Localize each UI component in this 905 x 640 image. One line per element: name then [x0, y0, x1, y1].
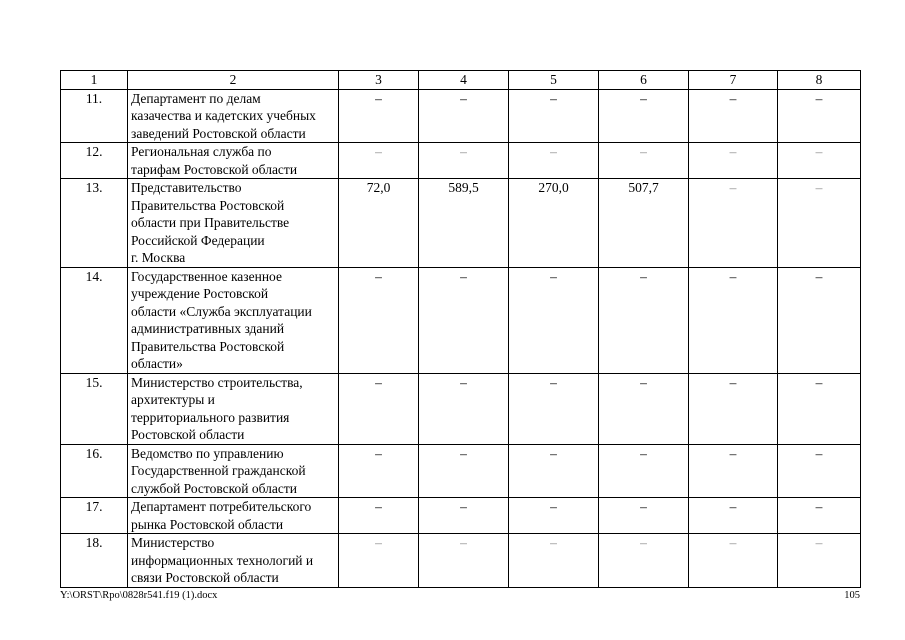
organization-name-line: Ведомство по управлению: [131, 445, 284, 461]
value-cell-col-6: –: [599, 89, 689, 143]
value-cell-col-7: –: [689, 143, 778, 179]
row-number: 17.: [61, 498, 128, 534]
organization-name: [128, 498, 339, 534]
organization-name-line: тарифам Ростовской области: [131, 161, 298, 177]
organization-name-line: Российской Федерации: [131, 232, 265, 248]
organization-name-line: казачества и кадетских учебных: [131, 108, 316, 123]
table-row: [61, 267, 861, 373]
value-cell-col-4: –: [419, 373, 509, 444]
table-row: [61, 498, 861, 534]
value-cell-col-3: 72,0: [339, 179, 419, 268]
organization-name-line: г. Москва: [131, 250, 186, 265]
organization-name: [128, 373, 339, 444]
value-cell-col-4: 589,5: [419, 179, 509, 268]
value-cell-col-7: –: [689, 444, 778, 498]
organization-name-line: информационных технологий и: [131, 552, 314, 568]
organization-name-line: Ростовской области: [131, 427, 245, 442]
value-cell-col-3: –: [339, 373, 419, 444]
row-number: 11.: [61, 89, 128, 143]
value-cell-col-5: –: [509, 143, 599, 179]
row-number: 16.: [61, 444, 128, 498]
organization-name-line: Министерство: [131, 535, 215, 550]
column-header: 3: [339, 71, 419, 90]
budget-table: [60, 70, 861, 588]
table-row: [61, 534, 861, 588]
row-number: 13.: [61, 179, 128, 268]
value-cell-col-4: –: [419, 498, 509, 534]
organization-name-line: рынка Ростовской области: [131, 516, 284, 532]
organization-name: [128, 179, 339, 268]
table-row: [61, 89, 861, 143]
table-row: [61, 143, 861, 179]
value-cell-col-6: –: [599, 534, 689, 588]
table-row: [61, 444, 861, 498]
table-row: [61, 179, 861, 268]
value-cell-col-4: –: [419, 267, 509, 373]
row-number: 15.: [61, 373, 128, 444]
value-cell-col-3: –: [339, 89, 419, 143]
value-cell-col-6: –: [599, 373, 689, 444]
organization-name-line: Региональная служба по: [131, 144, 272, 159]
table-body: [61, 89, 861, 587]
value-cell-col-3: –: [339, 143, 419, 179]
organization-name-line: Департамент по делам: [131, 90, 261, 106]
organization-name-line: заведений Ростовской области: [131, 125, 306, 141]
table-row: [61, 373, 861, 444]
column-header: 2: [128, 71, 339, 90]
value-cell-col-8: –: [778, 444, 861, 498]
footer-page-number: 105: [844, 590, 860, 601]
value-cell-col-8: –: [778, 534, 861, 588]
value-cell-col-5: 270,0: [509, 179, 599, 268]
value-cell-col-4: –: [419, 89, 509, 143]
value-cell-col-3: –: [339, 498, 419, 534]
organization-name-line: службой Ростовской области: [131, 480, 298, 496]
value-cell-col-6: 507,7: [599, 179, 689, 268]
value-cell-col-4: –: [419, 444, 509, 498]
organization-name-line: Государственное казенное: [131, 268, 282, 284]
value-cell-col-8: –: [778, 89, 861, 143]
organization-name-line: Правительства Ростовской: [131, 197, 285, 213]
organization-name-line: учреждение Ростовской: [131, 286, 269, 301]
value-cell-col-5: –: [509, 498, 599, 534]
organization-name-line: области при Правительстве: [131, 215, 290, 230]
value-cell-col-3: –: [339, 534, 419, 588]
value-cell-col-5: –: [509, 373, 599, 444]
organization-name-line: Представительство: [131, 180, 242, 195]
value-cell-col-5: –: [509, 534, 599, 588]
organization-name: [128, 89, 339, 143]
organization-name-line: Министерство строительства,: [131, 374, 303, 390]
organization-name-line: Государственной гражданской: [131, 463, 306, 478]
row-number: 18.: [61, 534, 128, 588]
organization-name: [128, 534, 339, 588]
column-header: 1: [61, 71, 128, 90]
value-cell-col-3: –: [339, 267, 419, 373]
value-cell-col-8: –: [778, 143, 861, 179]
table-header-row: [61, 71, 861, 90]
organization-name-line: области «Служба эксплуатации: [131, 303, 312, 319]
value-cell-col-8: –: [778, 373, 861, 444]
row-number: 12.: [61, 143, 128, 179]
column-header: 5: [509, 71, 599, 90]
value-cell-col-8: –: [778, 179, 861, 268]
value-cell-col-8: –: [778, 498, 861, 534]
row-number: 14.: [61, 267, 128, 373]
organization-name-line: Правительства Ростовской: [131, 338, 285, 354]
organization-name: [128, 444, 339, 498]
value-cell-col-7: –: [689, 179, 778, 268]
organization-name-line: связи Ростовской области: [131, 570, 279, 585]
column-header: 8: [778, 71, 861, 90]
organization-name-line: области»: [131, 356, 183, 371]
organization-name-line: территориального развития: [131, 409, 290, 425]
column-header: 7: [689, 71, 778, 90]
value-cell-col-7: –: [689, 534, 778, 588]
value-cell-col-4: –: [419, 143, 509, 179]
column-header: 4: [419, 71, 509, 90]
organization-name: [128, 267, 339, 373]
organization-name: [128, 143, 339, 179]
value-cell-col-7: –: [689, 267, 778, 373]
organization-name-line: административных зданий: [131, 321, 285, 336]
column-header: 6: [599, 71, 689, 90]
value-cell-col-7: –: [689, 498, 778, 534]
footer-file-path: Y:\ORST\Rpo\0828r541.f19 (1).docx: [60, 590, 218, 601]
value-cell-col-6: –: [599, 143, 689, 179]
value-cell-col-7: –: [689, 89, 778, 143]
value-cell-col-6: –: [599, 498, 689, 534]
organization-name-line: архитектуры и: [131, 392, 215, 407]
value-cell-col-7: –: [689, 373, 778, 444]
value-cell-col-6: –: [599, 444, 689, 498]
value-cell-col-5: –: [509, 267, 599, 373]
value-cell-col-3: –: [339, 444, 419, 498]
value-cell-col-5: –: [509, 444, 599, 498]
value-cell-col-4: –: [419, 534, 509, 588]
value-cell-col-8: –: [778, 267, 861, 373]
value-cell-col-5: –: [509, 89, 599, 143]
organization-name-line: Департамент потребительского: [131, 499, 312, 514]
value-cell-col-6: –: [599, 267, 689, 373]
